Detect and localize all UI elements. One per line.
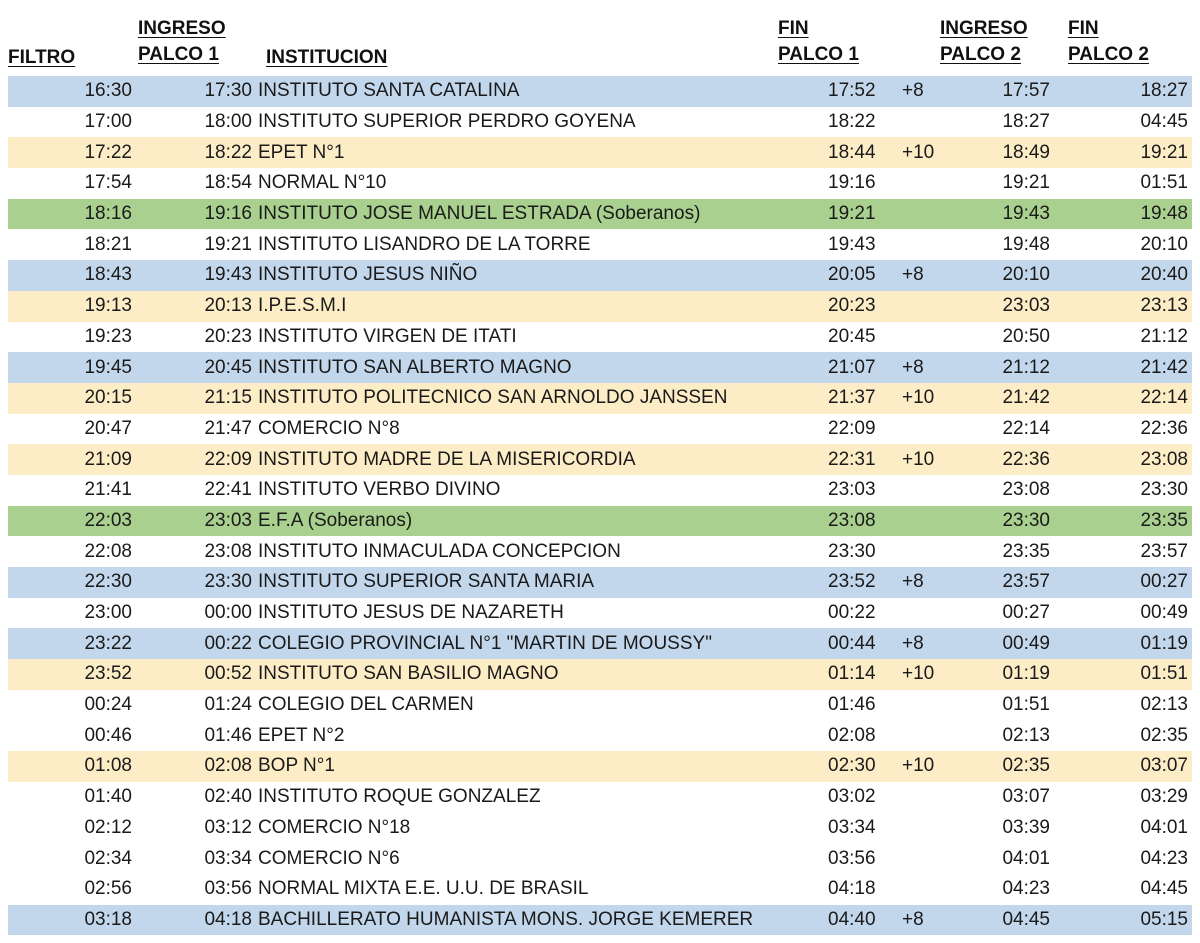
ingreso-palco2-cell: 00:27 [1002,602,1050,624]
table-row [8,260,1192,291]
filtro-cell: 19:13 [8,291,138,322]
fin-palco2-cell: 19:21 [1058,137,1192,168]
fin-palco1-cell: 19:21 [828,199,896,230]
extra-minutes-cell: +8 [896,567,956,598]
institucion-cell: BACHILLERATO HUMANISTA MONS. JORGE KEMERER [258,905,828,936]
fin-palco1-cell: 04:40 [828,905,896,936]
table-row [8,168,1192,199]
filtro-cell: 23:52 [8,659,138,690]
filtro-cell: 19:23 [84,325,132,347]
filtro-cell: 16:30 [8,76,138,107]
ingreso-palco1-cell: 03:12 [204,816,252,838]
fin-palco2-cell: 01:51 [1058,659,1192,690]
institucion-cell: COMERCIO N°8 [258,417,400,439]
fin-palco1-cell: 21:07 [828,352,896,383]
institucion-cell: BOP N°1 [258,751,828,782]
extra-minutes-cell [896,598,956,629]
ingreso-palco2-cell: 21:42 [956,383,1058,414]
ingreso-palco1-cell: 00:00 [204,602,252,624]
fin-palco2-cell: 19:48 [1058,199,1192,230]
fin-palco2-cell: 23:30 [1140,479,1188,501]
extra-minutes-cell [896,720,956,751]
fin-palco1-cell: 04:18 [828,878,876,900]
fin-palco2-cell: 04:01 [1140,816,1188,838]
ingreso-palco1-cell: 20:45 [138,352,258,383]
institucion-cell: INSTITUTO POLITECNICO SAN ARNOLDO JANSSEN [258,383,828,414]
ingreso-palco2-cell: 23:35 [1002,540,1050,562]
ingreso-palco1-cell: 23:08 [204,540,252,562]
fin-palco1-cell: 03:56 [828,847,876,869]
ingreso-palco2-cell: 02:35 [956,751,1058,782]
ingreso-palco1-cell: 02:08 [138,751,258,782]
institucion-cell: INSTITUTO INMACULADA CONCEPCION [258,540,621,562]
extra-minutes-cell [896,874,956,905]
filtro-cell: 02:34 [84,847,132,869]
table-row [8,76,1192,107]
filtro-cell: 23:22 [8,628,138,659]
fin-palco2-cell: 20:40 [1058,260,1192,291]
table-row [8,659,1192,690]
fin-palco1-cell: 17:52 [828,76,896,107]
institucion-cell: INSTITUTO LISANDRO DE LA TORRE [258,233,591,255]
filtro-cell: 23:00 [84,602,132,624]
extra-minutes-cell [896,475,956,506]
institucion-cell: COMERCIO N°18 [258,816,411,838]
table-row [8,322,1192,353]
table-row [8,690,1192,721]
extra-minutes-cell [896,322,956,353]
table-row [8,905,1192,936]
ingreso-palco2-cell: 22:14 [1002,417,1050,439]
schedule-table [8,76,1192,935]
filtro-cell: 17:22 [8,137,138,168]
extra-minutes-cell [896,536,956,567]
filtro-cell: 01:08 [8,751,138,782]
fin-palco2-cell: 04:23 [1140,847,1188,869]
table-row [8,598,1192,629]
institucion-cell: EPET N°2 [258,724,345,746]
table-row [8,874,1192,905]
ingreso-palco2-cell: 23:08 [1002,479,1050,501]
ingreso-palco2-cell: 02:13 [1002,724,1050,746]
fin-palco2-cell: 23:13 [1058,291,1192,322]
filtro-cell: 02:12 [84,816,132,838]
fin-palco2-cell: 05:15 [1058,905,1192,936]
extra-minutes-cell: +10 [896,444,956,475]
fin-palco2-cell: 02:35 [1140,724,1188,746]
fin-palco2-cell: 21:12 [1140,325,1188,347]
filtro-cell: 18:21 [84,233,132,255]
filtro-cell: 18:43 [8,260,138,291]
ingreso-palco1-cell: 19:21 [204,233,252,255]
institucion-cell: COLEGIO DEL CARMEN [258,694,474,716]
fin-palco2-cell: 02:13 [1140,694,1188,716]
fin-palco1-cell: 01:14 [828,659,896,690]
ingreso-palco2-cell: 03:07 [1002,786,1050,808]
header-ingreso-palco2: INGRESO PALCO 2 [940,18,1028,65]
filtro-cell: 03:18 [8,905,138,936]
fin-palco2-cell: 22:36 [1140,417,1188,439]
table-row [8,567,1192,598]
filtro-cell: 21:09 [8,444,138,475]
ingreso-palco1-cell: 18:00 [204,111,252,133]
institucion-cell: COMERCIO N°6 [258,847,400,869]
extra-minutes-cell: +10 [896,383,956,414]
ingreso-palco2-cell: 03:39 [1002,816,1050,838]
filtro-cell: 00:46 [84,724,132,746]
ingreso-palco1-cell: 04:18 [138,905,258,936]
ingreso-palco1-cell: 00:52 [138,659,258,690]
institucion-cell: INSTITUTO SAN ALBERTO MAGNO [258,352,828,383]
fin-palco2-cell: 23:35 [1058,506,1192,537]
fin-palco2-cell: 23:08 [1058,444,1192,475]
fin-palco2-cell: 04:45 [1140,878,1188,900]
fin-palco1-cell: 18:22 [828,111,876,133]
institucion-cell: INSTITUTO SUPERIOR PERDRO GOYENA [258,111,636,133]
ingreso-palco2-cell: 00:49 [956,628,1058,659]
filtro-cell: 02:56 [84,878,132,900]
fin-palco1-cell: 03:34 [828,816,876,838]
extra-minutes-cell [896,690,956,721]
fin-palco1-cell: 19:43 [828,233,876,255]
ingreso-palco2-cell: 23:03 [956,291,1058,322]
fin-palco2-cell: 03:29 [1140,786,1188,808]
ingreso-palco1-cell: 02:40 [204,786,252,808]
table-row [8,352,1192,383]
extra-minutes-cell [896,782,956,813]
table-row [8,843,1192,874]
ingreso-palco1-cell: 18:54 [204,172,252,194]
institucion-cell: INSTITUTO VERBO DIVINO [258,479,501,501]
table-row [8,137,1192,168]
institucion-cell: INSTITUTO JOSE MANUEL ESTRADA (Soberanos) [258,199,828,230]
institucion-cell: NORMAL MIXTA E.E. U.U. DE BRASIL [258,878,589,900]
institucion-cell: INSTITUTO MADRE DE LA MISERICORDIA [258,444,828,475]
extra-minutes-cell: +8 [896,905,956,936]
institucion-cell: INSTITUTO SAN BASILIO MAGNO [258,659,828,690]
ingreso-palco2-cell: 17:57 [956,76,1058,107]
institucion-cell: NORMAL N°10 [258,172,387,194]
ingreso-palco2-cell: 23:57 [956,567,1058,598]
ingreso-palco1-cell: 03:56 [204,878,252,900]
fin-palco1-cell: 23:52 [828,567,896,598]
ingreso-palco2-cell: 01:51 [1002,694,1050,716]
institucion-cell: EPET N°1 [258,137,828,168]
ingreso-palco2-cell: 20:50 [1002,325,1050,347]
extra-minutes-cell [896,199,956,230]
fin-palco2-cell: 03:07 [1058,751,1192,782]
table-row [8,229,1192,260]
ingreso-palco1-cell: 18:22 [138,137,258,168]
fin-palco2-cell: 23:57 [1140,540,1188,562]
fin-palco1-cell: 00:22 [828,602,876,624]
table-row [8,720,1192,751]
institucion-cell: I.P.E.S.M.I [258,291,828,322]
institucion-cell: INSTITUTO JESUS NIÑO [258,260,828,291]
extra-minutes-cell [896,229,956,260]
ingreso-palco1-cell: 21:47 [204,417,252,439]
fin-palco1-cell: 20:05 [828,260,896,291]
extra-minutes-cell: +10 [896,659,956,690]
extra-minutes-cell [896,291,956,322]
fin-palco2-cell: 22:14 [1058,383,1192,414]
filtro-cell: 17:00 [84,111,132,133]
header-filtro: FILTRO [8,47,76,68]
ingreso-palco1-cell: 01:24 [204,694,252,716]
fin-palco1-cell: 03:02 [828,786,876,808]
ingreso-palco2-cell: 18:49 [956,137,1058,168]
filtro-cell: 19:45 [8,352,138,383]
extra-minutes-cell: +10 [896,751,956,782]
table-row [8,291,1192,322]
fin-palco2-cell: 01:19 [1058,628,1192,659]
institucion-cell: COLEGIO PROVINCIAL N°1 "MARTIN DE MOUSSY" [258,628,828,659]
ingreso-palco1-cell: 22:41 [204,479,252,501]
institucion-cell: INSTITUTO JESUS DE NAZARETH [258,602,564,624]
schedule-rows [8,76,1192,935]
ingreso-palco1-cell: 21:15 [138,383,258,414]
table-header [0,0,1200,76]
fin-palco1-cell: 22:31 [828,444,896,475]
ingreso-palco2-cell: 22:36 [956,444,1058,475]
ingreso-palco1-cell: 17:30 [138,76,258,107]
extra-minutes-cell: +10 [896,137,956,168]
table-row [8,199,1192,230]
fin-palco1-cell: 20:23 [828,291,896,322]
ingreso-palco2-cell: 23:30 [956,506,1058,537]
fin-palco1-cell: 22:09 [828,417,876,439]
institucion-cell: INSTITUTO ROQUE GONZALEZ [258,786,541,808]
extra-minutes-cell [896,813,956,844]
ingreso-palco1-cell: 19:43 [138,260,258,291]
table-row [8,536,1192,567]
ingreso-palco2-cell: 19:48 [1002,233,1050,255]
institucion-cell: INSTITUTO VIRGEN DE ITATI [258,325,517,347]
ingreso-palco1-cell: 22:09 [138,444,258,475]
header-fin-palco2: FIN PALCO 2 [1068,18,1149,65]
institucion-cell: INSTITUTO SANTA CATALINA [258,76,828,107]
ingreso-palco1-cell: 20:23 [204,325,252,347]
ingreso-palco2-cell: 18:27 [1002,111,1050,133]
fin-palco1-cell: 23:30 [828,540,876,562]
fin-palco2-cell: 20:10 [1140,233,1188,255]
filtro-cell: 01:40 [84,786,132,808]
fin-palco1-cell: 00:44 [828,628,896,659]
extra-minutes-cell [896,168,956,199]
filtro-cell: 18:16 [8,199,138,230]
ingreso-palco2-cell: 21:12 [956,352,1058,383]
fin-palco2-cell: 00:27 [1058,567,1192,598]
filtro-cell: 22:30 [8,567,138,598]
fin-palco1-cell: 21:37 [828,383,896,414]
table-row [8,414,1192,445]
ingreso-palco1-cell: 01:46 [204,724,252,746]
extra-minutes-cell [896,843,956,874]
fin-palco2-cell: 18:27 [1058,76,1192,107]
fin-palco2-cell: 00:49 [1140,602,1188,624]
extra-minutes-cell: +8 [896,76,956,107]
fin-palco1-cell: 01:46 [828,694,876,716]
extra-minutes-cell: +8 [896,352,956,383]
fin-palco1-cell: 20:45 [828,325,876,347]
fin-palco2-cell: 04:45 [1140,111,1188,133]
filtro-cell: 20:15 [8,383,138,414]
table-row [8,107,1192,138]
ingreso-palco1-cell: 19:16 [138,199,258,230]
filtro-cell: 22:03 [8,506,138,537]
institucion-cell: INSTITUTO SUPERIOR SANTA MARIA [258,567,828,598]
ingreso-palco1-cell: 03:34 [204,847,252,869]
table-row [8,782,1192,813]
table-row [8,751,1192,782]
header-fin-palco1: FIN PALCO 1 [778,18,859,65]
fin-palco1-cell: 23:08 [828,506,896,537]
ingreso-palco2-cell: 19:21 [1002,172,1050,194]
ingreso-palco1-cell: 23:03 [138,506,258,537]
filtro-cell: 20:47 [84,417,132,439]
filtro-cell: 00:24 [84,694,132,716]
ingreso-palco1-cell: 20:13 [138,291,258,322]
extra-minutes-cell: +8 [896,260,956,291]
fin-palco2-cell: 01:51 [1140,172,1188,194]
extra-minutes-cell [896,107,956,138]
ingreso-palco2-cell: 20:10 [956,260,1058,291]
table-row [8,813,1192,844]
ingreso-palco1-cell: 23:30 [138,567,258,598]
table-row [8,383,1192,414]
institucion-cell: E.F.A (Soberanos) [258,506,828,537]
filtro-cell: 21:41 [84,479,132,501]
table-row [8,506,1192,537]
header-institucion: INSTITUCION [266,47,388,68]
ingreso-palco2-cell: 01:19 [956,659,1058,690]
ingreso-palco2-cell: 04:23 [1002,878,1050,900]
filtro-cell: 22:08 [84,540,132,562]
filtro-cell: 17:54 [84,172,132,194]
extra-minutes-cell: +8 [896,628,956,659]
table-row [8,628,1192,659]
ingreso-palco2-cell: 04:45 [956,905,1058,936]
ingreso-palco2-cell: 04:01 [1002,847,1050,869]
fin-palco1-cell: 18:44 [828,137,896,168]
fin-palco1-cell: 19:16 [828,172,876,194]
fin-palco1-cell: 23:03 [828,479,876,501]
extra-minutes-cell [896,506,956,537]
fin-palco1-cell: 02:30 [828,751,896,782]
table-row [8,475,1192,506]
ingreso-palco1-cell: 00:22 [138,628,258,659]
ingreso-palco2-cell: 19:43 [956,199,1058,230]
header-ingreso-palco1: INGRESO PALCO 1 [138,18,226,65]
table-row [8,444,1192,475]
fin-palco1-cell: 02:08 [828,724,876,746]
fin-palco2-cell: 21:42 [1058,352,1192,383]
extra-minutes-cell [896,414,956,445]
